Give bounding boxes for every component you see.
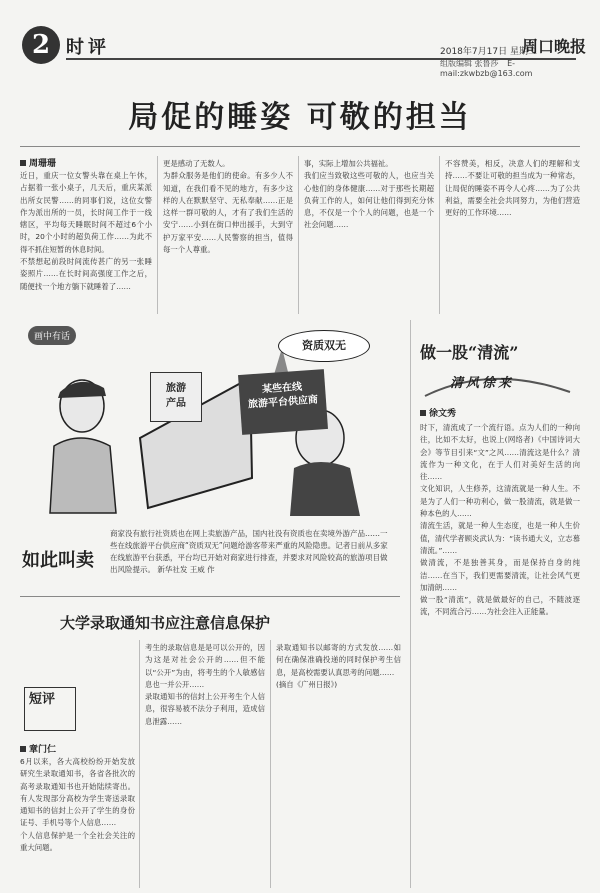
speech-bubble: 资质双无	[278, 330, 370, 362]
page-number-badge: 2	[22, 26, 60, 64]
sign-platform-vendor: 某些在线 旅游平台供应商	[238, 369, 328, 435]
editors-line	[440, 58, 600, 78]
main-article-title: 局促的睡姿 可敬的担当	[128, 100, 472, 135]
column-rule	[439, 156, 440, 314]
column-rule	[139, 640, 140, 888]
cartoon-tag: 画中有话	[28, 326, 76, 345]
article3-title: 大学录取通知书应注意信息保护	[60, 614, 271, 632]
main-article-col2: 更是感动了无数人。 为群众服务是他们的使命。有多少人不知道，在我们看不见的地方，有多少这样的人在默默坚守、无私奉献……正是这样一群可敬的人，才有了我们生活的安宁……小到在街口伸出援手，大到守护万家平安……人民警察的担当，值得每一个人尊重。	[163, 159, 293, 255]
sign-travel-product: 旅游 产品	[150, 372, 202, 422]
tourist-cap	[58, 382, 106, 398]
column-rule	[410, 320, 411, 888]
title-rule	[20, 146, 580, 147]
main-article-col4: 不容赞美，相反，决意人们的理解和支持……不要让可敬的担当成为一种常态，让局促的睡姿不再令人心疼……为了公共利益，需要全社会共同努力，为他们营造更好的工作环境……	[445, 159, 580, 218]
section-title: 时评	[66, 37, 110, 58]
section-rule	[20, 596, 400, 597]
newspaper-brand: 周口晚报	[522, 37, 587, 56]
article3-author: 章门仁	[20, 742, 56, 755]
main-article-col3: 事，实际上增加公共福祉。 我们应当致敬这些可敬的人，也应当关心他们的身体健康……对于那些长期超负荷工作的人，如何让他们得到充分休息，不仅是一个个人的问题，也是一个社会问题……	[304, 159, 434, 230]
email: E-mail:zkwbzb@163.com	[440, 59, 533, 78]
main-article-author: 周珊珊	[20, 156, 56, 169]
main-article-col1: 近日，重庆一位女警头靠在桌上午休，占据着一张小桌子，几天后，重庆某派出所女民警……的同事们说，这位女警作为派出所的一员，长时间工作于一线辖区，平均每天睡眠时间不超过6个小时，20个小时的超负荷工作……为此不得不抓住短暂的休息时间。 不禁想起前段时间流传甚广的另一张睡姿照片……在长时间高强度工作之后，随便找一个地方躺下就睡着了……	[20, 171, 152, 291]
tourist-body	[50, 438, 116, 513]
cartoon-caption: 商家没有旅行社资质也在网上卖旅游产品，国内社没有资质也在卖境外游产品……一些在线旅游平台供应商“资质双无”问题给游客带来严重的风险隐患。记者日前从多家在线旅游平台获悉，平台均已开始对商家进行排查，并要求对风险较高的旅游项目做出风险提示。 新华社发 王威 作	[110, 529, 388, 574]
short-review-tag: 短评	[24, 687, 76, 731]
side-article-title: 做一股“清流”	[420, 343, 519, 362]
column-rule	[298, 156, 299, 314]
side-article-body: 时下，清流成了一个流行语。点为人们的一种向往，比如不太好，也说上(网络者)《中国诗词大会》等节目引来“文”之风……清流这是什么？清流作为一种文化，在于人们对美好生活的向往…… 文化知识，人生修养，这清流就是一种人生。不是为了人们一种功利心，做一股清流，就是做一种本色的人…… 清流生活，就是一种人生态度，也是一种人生价值，清代学者顾炎武认为：“读书通大义，立志慕清流。”…… 做清流，不是独善其身，而是保持自身的纯洁……在当下，我们更需要清流，让社会风气更加清朗…… 做一股“清流”，就是做最好的自己，不随波逐流，不同流合污……为社会注入正能量。	[420, 423, 580, 617]
vendor-body	[290, 462, 360, 516]
side-art-caption: 清风徐来	[450, 376, 515, 391]
side-article-author: 徐文秀	[420, 406, 456, 419]
column-rule	[157, 156, 158, 314]
cartoon-title: 如此叫卖	[22, 550, 94, 571]
editor-name: 组版编辑 张鲁莎	[440, 59, 499, 68]
article3-col2: 考生的录取信息是是可以公开的，因为这是对社会公开的……但不能以“公开”为由，将考生的个人敏感信息也一并公开…… 录取通知书的信封上公开考生个人信息，很容易被不法分子利用，造成信息泄露……	[145, 643, 265, 726]
column-rule	[270, 640, 271, 888]
date-line: 2018年7月17日 星期二	[440, 47, 537, 57]
article3-col1: 6月以来，各大高校纷纷开始发放研究生录取通知书，各省各批次的高考录取通知书也开始陆续寄出。有人发现部分高校为学生寄送录取通知书的信封上公开了学生的身份证号、手机号等个人信息…… 个人信息保护是一个全社会关注的重大问题。	[20, 757, 135, 853]
article3-col3: 录取通知书以邮寄的方式发放……如何在确保准确投递的同时保护考生信息，是高校需要认真思考的问题…… (摘自《广州日报》)	[276, 643, 401, 689]
